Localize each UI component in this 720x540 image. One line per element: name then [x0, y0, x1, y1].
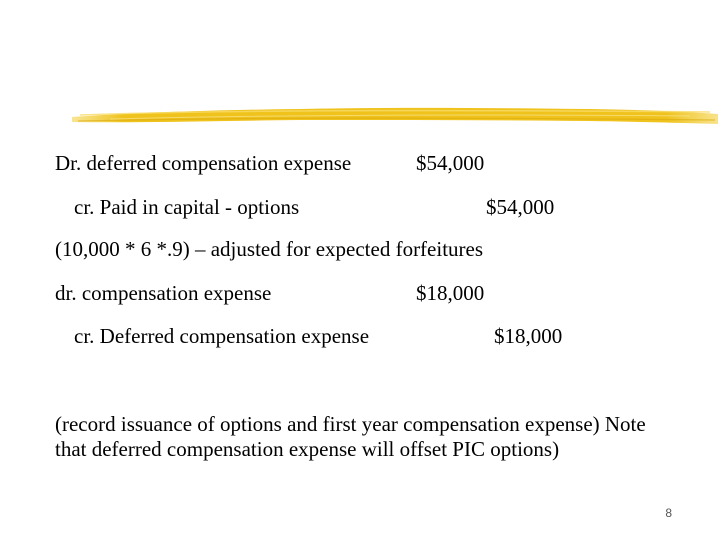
highlighter-stroke-decoration [70, 100, 720, 132]
journal-line-1-label: Dr. deferred compensation expense [55, 151, 352, 175]
journal-line-2-label: cr. Paid in capital - options [74, 195, 300, 219]
journal-line-3-label: (10,000 * 6 *.9) – adjusted for expected forfeitures [55, 237, 484, 261]
page-number: 8 [665, 506, 672, 520]
journal-line-5-label: cr. Deferred compensation expense [74, 324, 370, 348]
journal-line-1-amount: $54,000 [416, 151, 485, 175]
journal-line-4-amount: $18,000 [416, 281, 485, 305]
journal-line-4-label: dr. compensation expense [55, 281, 272, 305]
journal-line-5-amount: $18,000 [494, 324, 563, 348]
note-paragraph: (record issuance of options and first year compensation expense) Note that deferred compensation expense will offset PIC options) [55, 412, 646, 461]
journal-line-2-amount: $54,000 [486, 195, 555, 219]
